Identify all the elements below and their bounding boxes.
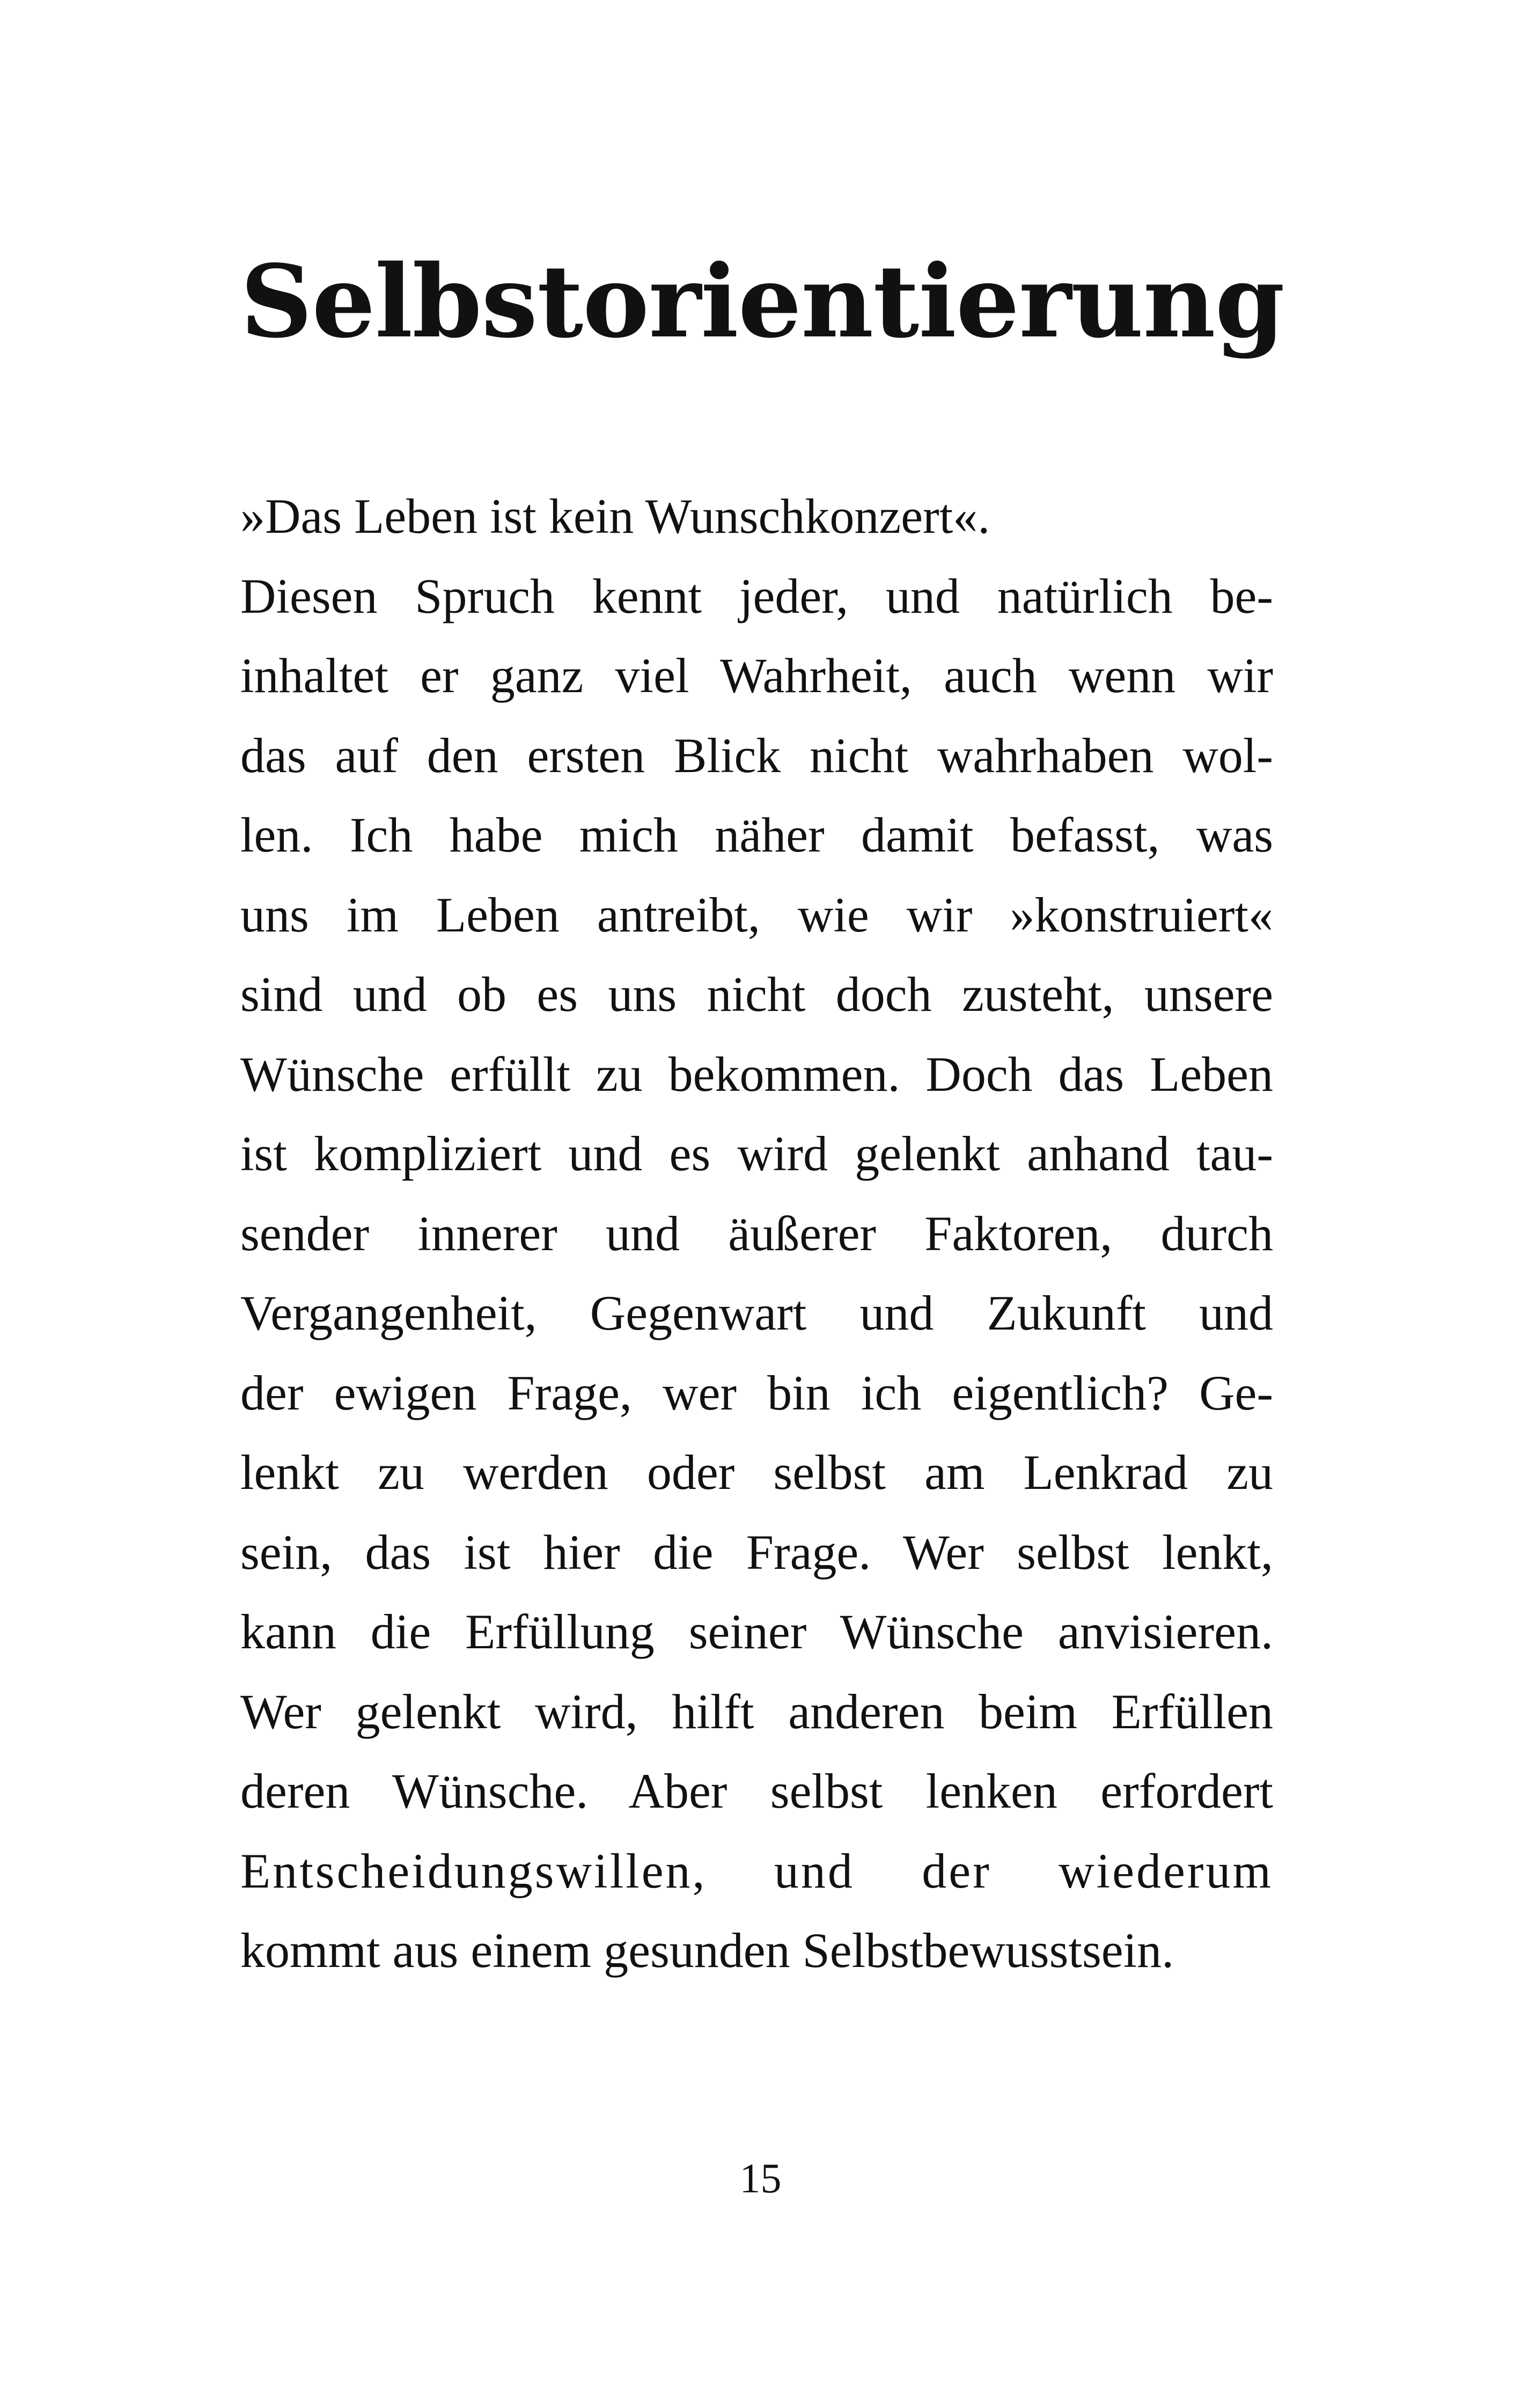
page-number: 15 [739, 2155, 782, 2201]
text-line: der ewigen Frage, wer bin ich eigentlich? Ge- [240, 1365, 1273, 1420]
text-line: Wünsche erfüllt zu bekommen. Doch das Leben [240, 1046, 1273, 1102]
text-line: deren Wünsche. Aber selbst lenken erfordert [240, 1764, 1273, 1818]
text-line: Vergangenheit, Gegenwart und Zukunft und [240, 1286, 1273, 1340]
text-line: Entscheidungswillen, und der wiederum [240, 1843, 1273, 1898]
text-line: Wer gelenkt wird, hilft anderen beim Erfüllen [240, 1684, 1273, 1739]
text-line: lenkt zu werden oder selbst am Lenkrad zu [240, 1445, 1273, 1500]
text-line: sender innerer und äußerer Faktoren, durch [240, 1206, 1273, 1261]
text-line: das auf den ersten Blick nicht wahrhaben wol- [240, 728, 1273, 783]
text-line: Diesen Spruch kennt jeder, und natürlich be- [240, 568, 1273, 623]
text-line: inhaltet er ganz viel Wahrheit, auch wenn wir [240, 648, 1273, 703]
text-line: sein, das ist hier die Frage. Wer selbst lenkt, [240, 1524, 1273, 1580]
text-line: ist kompliziert und es wird gelenkt anhand tau- [240, 1126, 1273, 1181]
text-line: sind und ob es uns nicht doch zusteht, unsere [240, 967, 1273, 1022]
text-line-final: kommt aus einem gesunden Selbstbewusstsein. [240, 1923, 1174, 1978]
text-line: uns im Leben antreibt, wie wir »konstruiert« [240, 887, 1273, 942]
text-line-quote: »Das Leben ist kein Wunschkonzert«. [240, 489, 990, 544]
text-line: kann die Erfüllung seiner Wünsche anvisieren. [240, 1604, 1273, 1659]
chapter-title: Selbstorientierung [240, 243, 1284, 360]
body-text [240, 476, 1273, 1991]
text-line: len. Ich habe mich näher damit befasst, was [240, 807, 1273, 862]
